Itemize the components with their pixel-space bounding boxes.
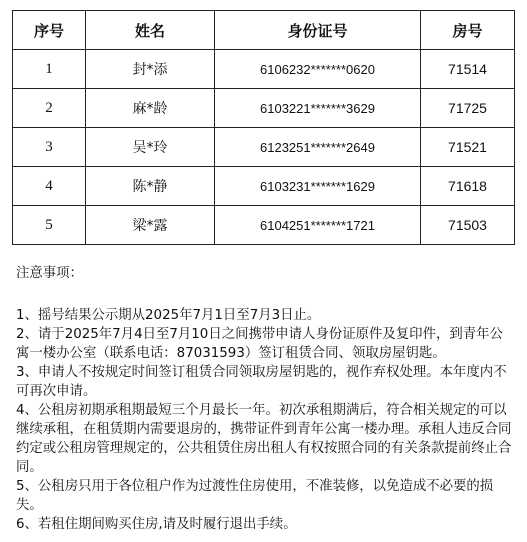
cell-room-number: 71618 bbox=[421, 167, 515, 206]
note-item-5: 5、公租房只用于各位租户作为过渡性住房使用，不准装修，以免造成不必要的损失。 bbox=[16, 479, 494, 513]
cell-room-number: 71725 bbox=[421, 89, 515, 128]
table-row bbox=[13, 89, 515, 128]
note-item-2: 2、请于2025年7月4日至7月10日之间携带申请人身份证原件及复印件，到青年公寓一楼办公室（联系电话：87031593）签订租赁合同、领取房屋钥匙。 bbox=[16, 327, 503, 361]
cell-index: 3 bbox=[13, 128, 86, 167]
cell-name: 封*添 bbox=[86, 50, 215, 89]
notes-title: 注意事项： bbox=[16, 266, 83, 281]
cell-room-number: 71521 bbox=[421, 128, 515, 167]
cell-id-number: 6104251*******1721 bbox=[215, 206, 421, 245]
table-row bbox=[13, 128, 515, 167]
header-id-number: 身份证号 bbox=[215, 11, 421, 50]
table-header-row bbox=[13, 11, 515, 50]
lottery-result-table bbox=[12, 10, 515, 245]
header-room-number: 房号 bbox=[421, 11, 515, 50]
cell-id-number: 6103231*******1629 bbox=[215, 167, 421, 206]
cell-index: 4 bbox=[13, 167, 86, 206]
note-item-1: 1、摇号结果公示期从2025年7月1日至7月3日止。 bbox=[16, 308, 321, 323]
note-item-6: 6、若租住期间购买住房,请及时履行退出手续。 bbox=[16, 517, 297, 532]
table-row bbox=[13, 50, 515, 89]
cell-name: 陈*静 bbox=[86, 167, 215, 206]
header-name: 姓名 bbox=[86, 11, 215, 50]
cell-name: 吴*玲 bbox=[86, 128, 215, 167]
note-item-3: 3、申请人不按规定时间签订租赁合同领取房屋钥匙的，视作弃权处理。本年度内不可再次申请。 bbox=[16, 365, 507, 399]
cell-name: 麻*龄 bbox=[86, 89, 215, 128]
cell-name: 梁*露 bbox=[86, 206, 215, 245]
cell-id-number: 6106232*******0620 bbox=[215, 50, 421, 89]
table-row bbox=[13, 167, 515, 206]
cell-index: 2 bbox=[13, 89, 86, 128]
cell-id-number: 6123251*******2649 bbox=[215, 128, 421, 167]
notes-section bbox=[16, 264, 512, 534]
cell-index: 5 bbox=[13, 206, 86, 245]
cell-room-number: 71503 bbox=[421, 206, 515, 245]
note-item-4: 4、公租房初期承租期最短三个月最长一年。初次承租期满后，符合相关规定的可以继续承租，在租赁期内需要退房的，携带证件到青年公寓一楼办理。承租人违反合同约定或公租房管理规定的，公共租赁住房出租人有权按照合同的有关条款提前终止合同。 bbox=[16, 403, 512, 475]
cell-room-number: 71514 bbox=[421, 50, 515, 89]
header-index: 序号 bbox=[13, 11, 86, 50]
notes-spacer bbox=[16, 294, 512, 306]
cell-index: 1 bbox=[13, 50, 86, 89]
cell-id-number: 6103221*******3629 bbox=[215, 89, 421, 128]
table-row bbox=[13, 206, 515, 245]
